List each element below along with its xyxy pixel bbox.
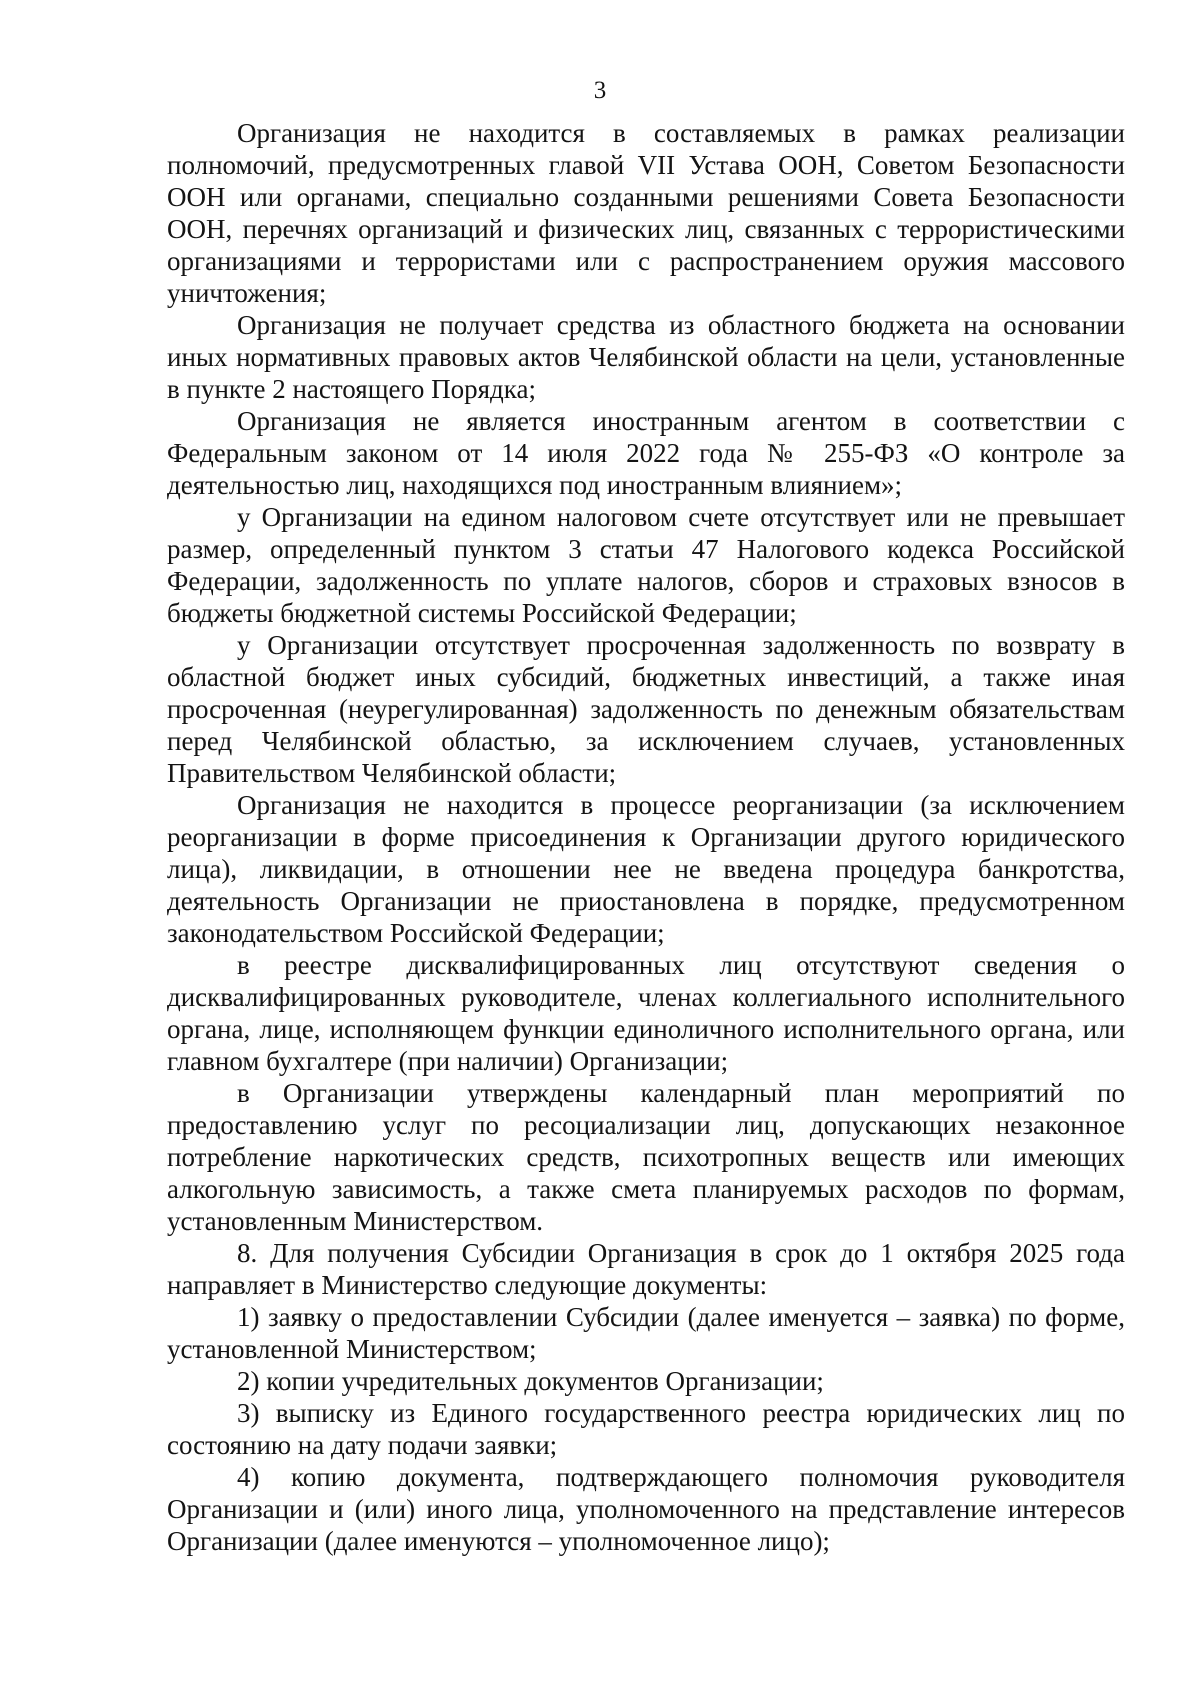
paragraph-calendar-plan: в Организации утверждены календарный план мероприятий по предоставлению услуг по ресоциализации лиц, допускающих незаконное потребление наркотических средств, психотропных веществ или имеющих алкогольную зависимость, а также смета планируемых расходов по формам, установленным Министерством. — [167, 1078, 1125, 1236]
paragraph-disqualified-persons: в реестре дисквалифицированных лиц отсутствуют сведения о дисквалифицированных руководителе, членах коллегиального исполнительного органа, лице, исполняющем функции единоличного исполнительного органа, или главном бухгалтере (при наличии) Организации; — [167, 950, 1125, 1076]
paragraph-tax-debt: у Организации на едином налоговом счете отсутствует или не превышает размер, определенный пунктом 3 статьи 47 Налогового кодекса Российской Федерации, задолженность по уплате налогов, сборов и страховых взносов в бюджеты бюджетной системы Российской Федерации; — [167, 502, 1125, 628]
paragraph-item-8: 8. Для получения Субсидии Организация в срок до 1 октября 2025 года направляет в Министерство следующие документы: — [167, 1238, 1125, 1300]
paragraph-no-regional-budget-funds: Организация не получает средства из областного бюджета на основании иных нормативных правовых актов Челябинской области на цели, установленные в пункте 2 настоящего Порядка; — [167, 310, 1125, 404]
list-item-3: 3) выписку из Единого государственного реестра юридических лиц по состоянию на дату подачи заявки; — [167, 1398, 1125, 1460]
list-item-1: 1) заявку о предоставлении Субсидии (далее именуется – заявка) по форме, установленной Министерством; — [167, 1302, 1125, 1364]
list-item-4: 4) копию документа, подтверждающего полномочия руководителя Организации и (или) иного лица, уполномоченного на представление интересов Организации (далее именуются – уполномоченное лицо); — [167, 1462, 1125, 1556]
paragraph-not-in-terrorist-lists: Организация не находится в составляемых в рамках реализации полномочий, предусмотренных главой VII Устава ООН, Советом Безопасности ООН или органами, специально созданными решениями Совета Безопасности ООН, перечнях организаций и физических лиц, связанных с террористическими организациями и террористами или с распространением оружия массового уничтожения; — [167, 118, 1125, 308]
paragraph-overdue-debt: у Организации отсутствует просроченная задолженность по возврату в областной бюджет иных субсидий, бюджетных инвестиций, а также иная просроченная (неурегулированная) задолженность по денежным обязательствам перед Челябинской областью, за исключением случаев, установленных Правительством Челябинской области; — [167, 630, 1125, 788]
paragraph-reorganization: Организация не находится в процессе реорганизации (за исключением реорганизации в форме присоединения к Организации другого юридического лица), ликвидации, в отношении нее не введена процедура банкротства, деятельность Организации не приостановлена в порядке, предусмотренном законодательством Российской Федерации; — [167, 790, 1125, 948]
list-item-2: 2) копии учредительных документов Организации; — [237, 1366, 824, 1396]
page-number: 3 — [593, 77, 607, 104]
paragraph-not-foreign-agent: Организация не является иностранным агентом в соответствии с Федеральным законом от 14 июля 2022 года № 255-ФЗ «О контроле за деятельностью лиц, находящихся под иностранным влиянием»; — [167, 406, 1125, 500]
document-body — [167, 117, 1125, 1557]
